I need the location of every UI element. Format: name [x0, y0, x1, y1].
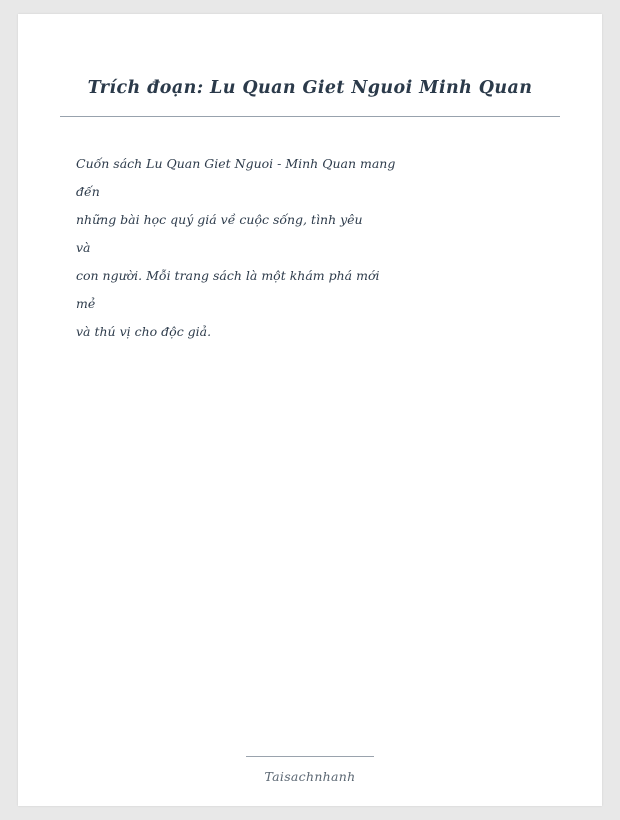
body-line: con người. Mỗi trang sách là một khám phá mới — [76, 268, 380, 283]
footer-label: Taisachnhanh — [264, 769, 356, 784]
body-line: mẻ — [76, 296, 96, 311]
body-line: những bài học quý giá về cuộc sống, tình yêu — [76, 212, 363, 227]
body-line: và thú vị cho độc giả. — [76, 324, 212, 339]
page-title: Trích đoạn: Lu Quan Giet Nguoi Minh Quan — [87, 78, 533, 98]
document-page — [18, 14, 602, 806]
document-body — [76, 150, 546, 346]
page-footer — [18, 756, 602, 784]
footer-divider — [246, 756, 374, 757]
title-divider — [60, 116, 560, 117]
body-line: và — [76, 240, 91, 255]
body-line: đến — [76, 184, 100, 199]
body-line: Cuốn sách Lu Quan Giet Nguoi - Minh Quan mang — [76, 156, 396, 171]
